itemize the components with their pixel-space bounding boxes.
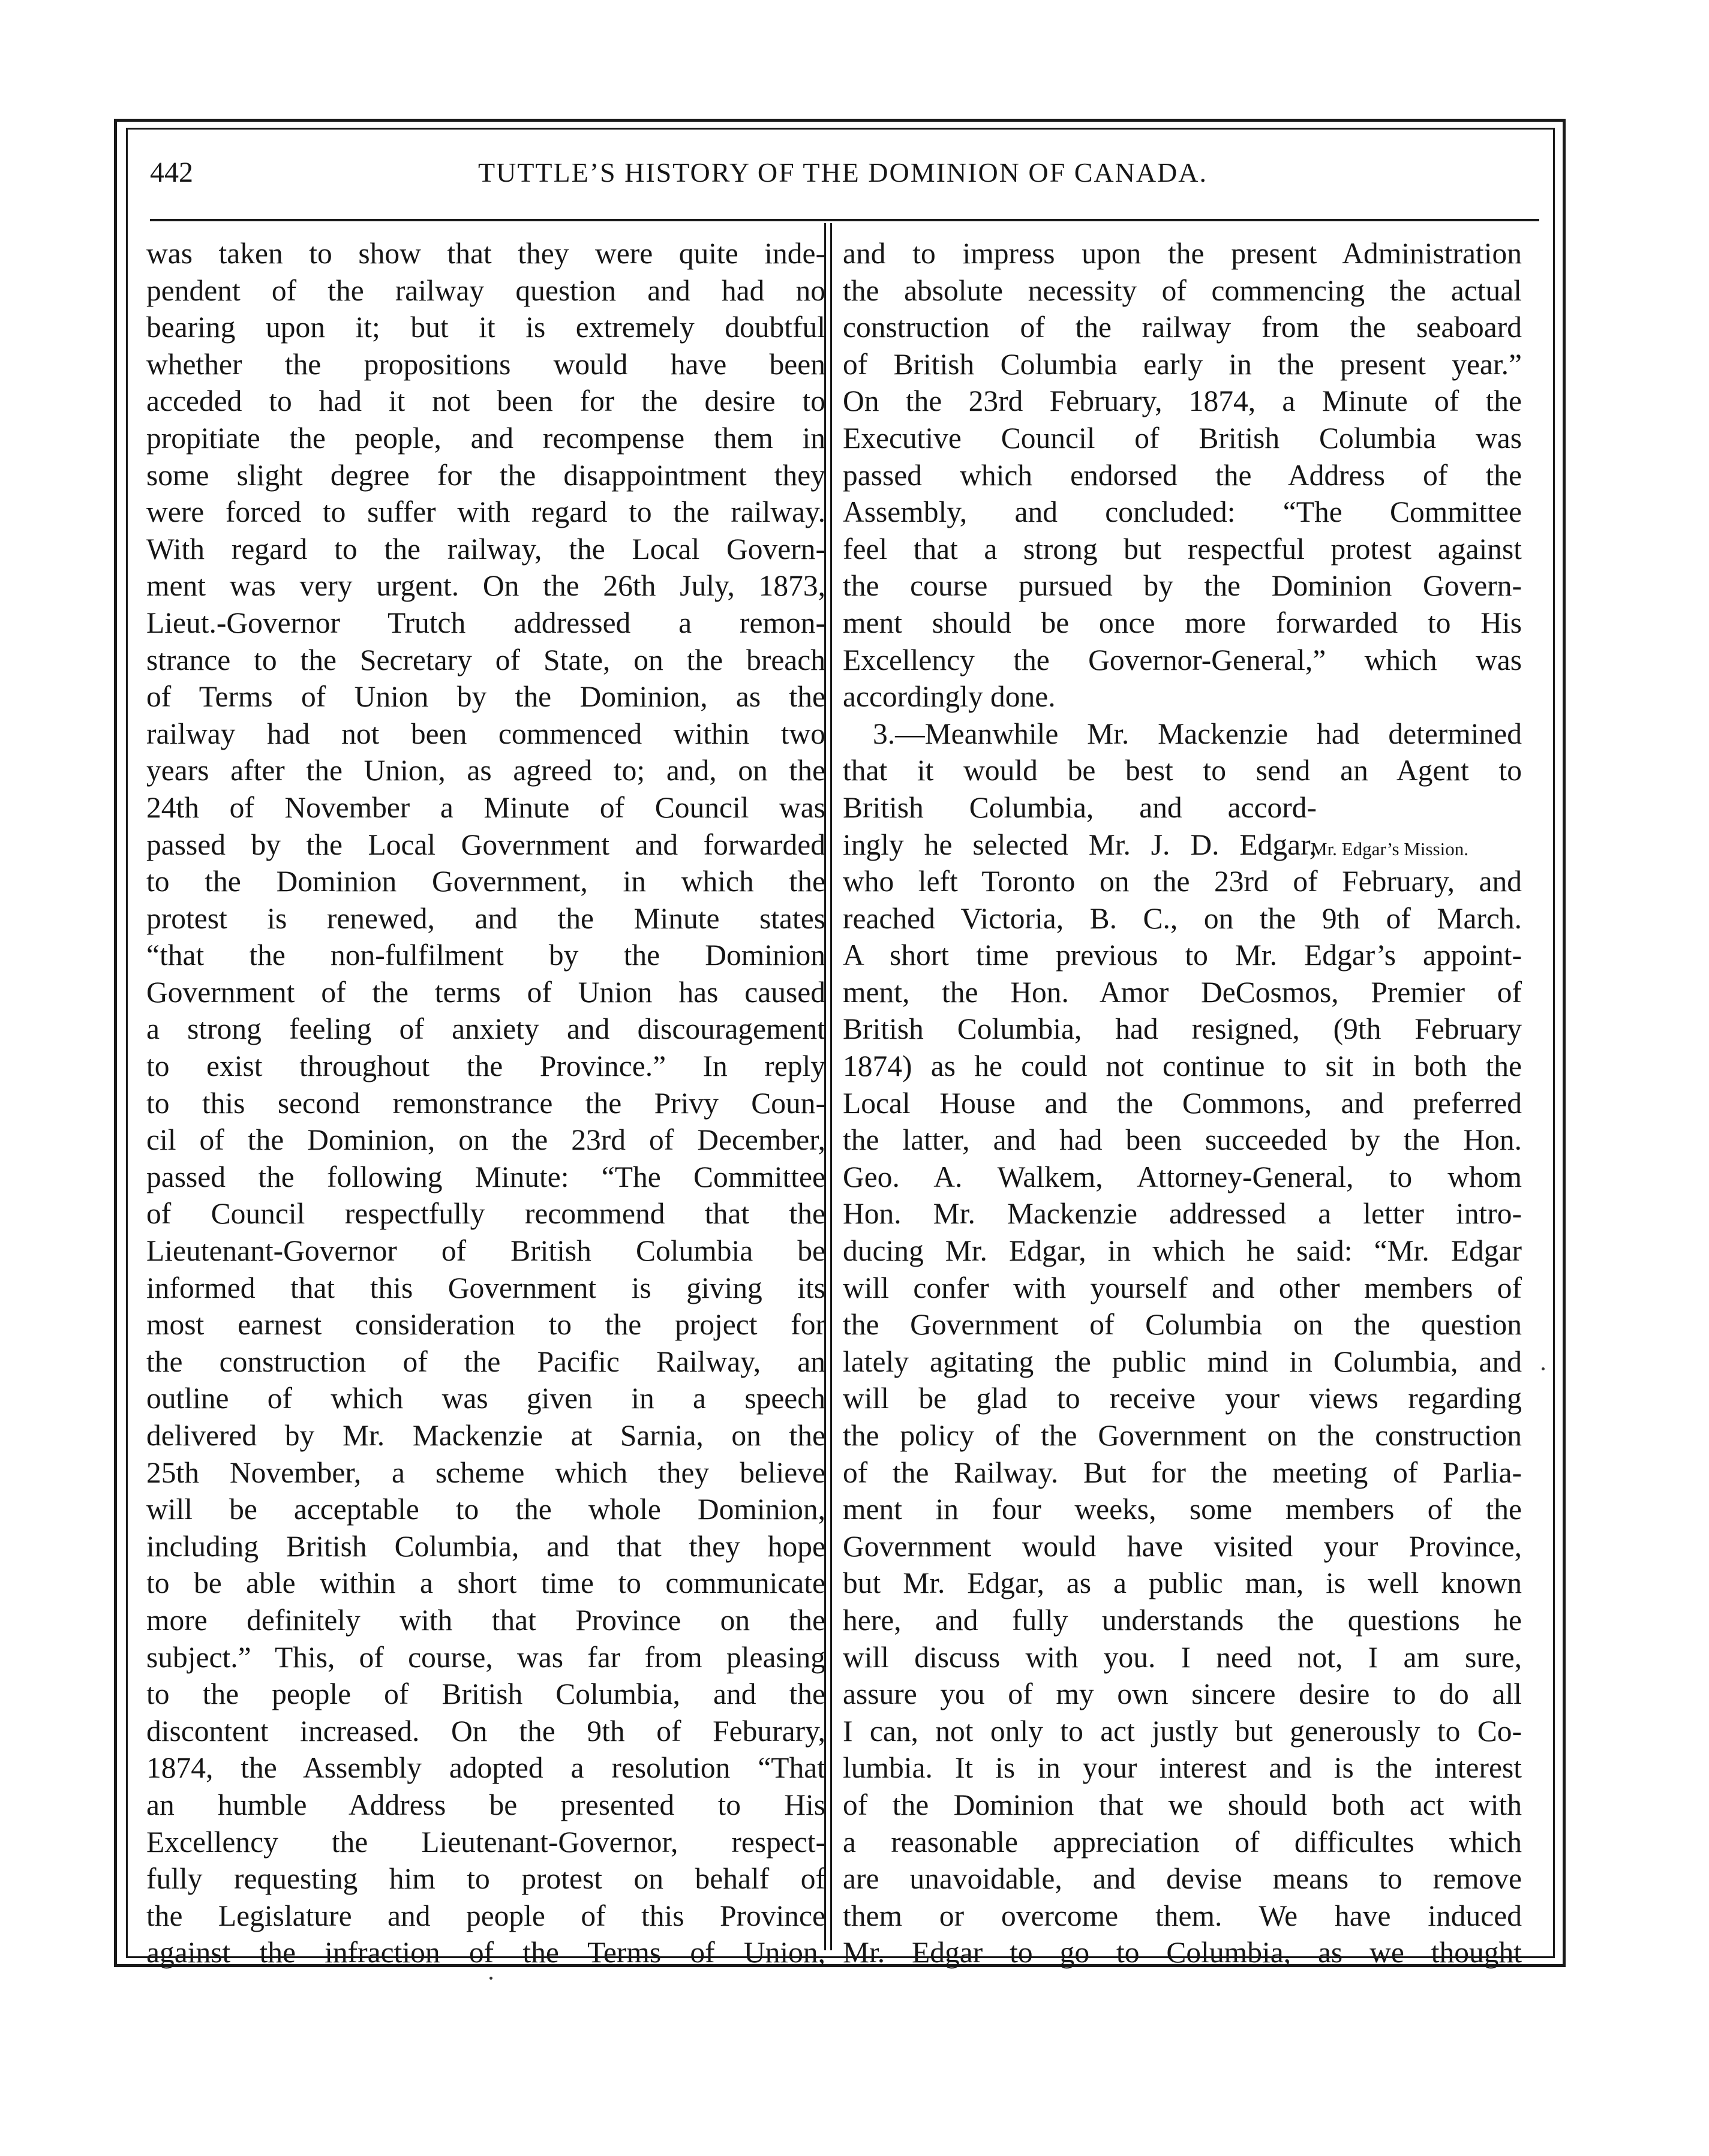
text-line: lumbia. It is in your interest and is the interest [843,1751,1522,1785]
text-line: 1874, the Assembly adopted a resolution “That [146,1751,825,1785]
page-number: 442 [150,157,193,188]
text-line: acceded to had it not been for the desire to [146,384,825,418]
text-line: of Council respectfully recommend that the [146,1197,825,1231]
text-line: Assembly, and concluded: “The Committee [843,495,1522,529]
text-line: more definitely with that Province on the [146,1603,825,1637]
text-line: cil of the Dominion, on the 23rd of December, [146,1123,825,1157]
text-line: subject.” This, of course, was far from pleasing [146,1640,825,1674]
text-line: and to impress upon the present Administration [843,237,1522,270]
text-line: the construction of the Pacific Railway, an [146,1345,825,1378]
text-line: who left Toronto on the 23rd of February, and [843,865,1522,898]
text-line: Executive Council of British Columbia was [843,421,1522,455]
text-line: informed that this Government is giving its [146,1271,825,1304]
text-line: Lieut.-Governor Trutch addressed a remon- [146,606,825,639]
text-line: the Government of Columbia on the question [843,1308,1522,1342]
left-column [146,235,825,1971]
text-line: With regard to the railway, the Local Govern- [146,532,825,566]
text-line: passed by the Local Government and forwarded [146,828,825,861]
text-line: pendent of the railway question and had no [146,273,825,307]
text-line: passed which endorsed the Address of the [843,458,1522,492]
text-line: that it would be best to send an Agent to [843,754,1522,787]
text-line: construction of the railway from the seaboard [843,311,1522,344]
text-line: British Columbia, and accord- [843,790,1317,824]
text-line: here, and fully understands the questions he [843,1603,1522,1637]
text-line: some slight degree for the disappointment they [146,458,825,492]
text-line: will confer with yourself and other members of [843,1271,1522,1304]
text-line: against the infraction of the Terms of Union, [146,1936,825,1969]
text-line: assure you of my own sincere desire to do all [843,1677,1522,1711]
text-line: the Legislature and people of this Province [146,1899,825,1932]
text-line: railway had not been commenced within two [146,717,825,750]
text-line: lately agitating the public mind in Columbia, and [843,1345,1522,1378]
text-line: to exist throughout the Province.” In reply [146,1050,825,1083]
text-line: the course pursued by the Dominion Govern- [843,569,1522,603]
text-line: Government of the terms of Union has caused [146,975,825,1009]
text-line: to the people of British Columbia, and the [146,1677,825,1711]
text-line: them or overcome them. We have induced [843,1899,1522,1932]
text-line: the absolute necessity of commencing the actual [843,273,1522,307]
text-line: “that the non-fulfilment by the Dominion [146,939,825,972]
margin-sidenote: Mr. Edgar’s Mission. [1311,838,1468,859]
text-line: Excellency the Governor-General,” which was [843,643,1522,676]
text-line: passed the following Minute: “The Committee [146,1160,825,1193]
text-line: Hon. Mr. Mackenzie addressed a letter intro- [843,1197,1522,1231]
text-line: On the 23rd February, 1874, a Minute of the [843,384,1522,418]
text-line: of the Dominion that we should both act with [843,1788,1522,1821]
text-line: a strong feeling of anxiety and discouragement [146,1012,825,1046]
text-line: feel that a strong but respectful protest against [843,532,1522,566]
text-line: the latter, and had been succeeded by the Hon. [843,1123,1522,1157]
text-line: but Mr. Edgar, as a public man, is well known [843,1566,1522,1600]
text-line: Government would have visited your Province, [843,1529,1522,1563]
text-line: propitiate the people, and recompense them in [146,421,825,455]
text-line: Geo. A. Walkem, Attorney-General, to whom [843,1160,1522,1193]
text-line: 24th of November a Minute of Council was [146,790,825,824]
text-line: Excellency the Lieutenant-Governor, respect- [146,1825,825,1859]
text-line: an humble Address be presented to His [146,1788,825,1821]
text-line: 3.—Meanwhile Mr. Mackenzie had determined [873,717,1522,750]
text-line: was taken to show that they were quite inde- [146,237,825,270]
text-line: accordingly done. [843,680,1056,714]
text-line: of British Columbia early in the present year.” [843,347,1522,381]
text-line: will discuss with you. I need not, I am sure, [843,1640,1522,1674]
text-line: including British Columbia, and that they hope [146,1529,825,1563]
text-line: will be acceptable to the whole Dominion, [146,1493,825,1526]
text-line: ment should be once more forwarded to His [843,606,1522,639]
text-line: whether the propositions would have been [146,347,825,381]
text-line: ment, the Hon. Amor DeCosmos, Premier of [843,975,1522,1009]
text-line: the policy of the Government on the construction [843,1419,1522,1452]
text-line: most earnest consideration to the project for [146,1308,825,1342]
text-line: ingly he selected Mr. J. D. Edgar, [843,828,1317,861]
text-line: reached Victoria, B. C., on the 9th of March. [843,901,1522,935]
text-line: British Columbia, had resigned, (9th February [843,1012,1522,1046]
print-speck [489,1977,492,1980]
text-line: are unavoidable, and devise means to remove [843,1862,1522,1896]
text-line: fully requesting him to protest on behalf of [146,1862,825,1896]
text-line: ducing Mr. Edgar, in which he said: “Mr. Edgar [843,1234,1522,1268]
text-line: Mr. Edgar to go to Columbia, as we thought [843,1936,1522,1969]
header-rule [150,219,1539,221]
text-line: to the Dominion Government, in which the [146,865,825,898]
text-line: of Terms of Union by the Dominion, as the [146,680,825,714]
text-line: protest is renewed, and the Minute states [146,901,825,935]
text-line: outline of which was given in a speech [146,1382,825,1415]
text-line: a reasonable appreciation of difficultes which [843,1825,1522,1859]
right-column [843,235,1522,1971]
print-speck [1542,1367,1545,1370]
text-line: were forced to suffer with regard to the railway. [146,495,825,529]
text-line: ment in four weeks, some members of the [843,1493,1522,1526]
text-line: Local House and the Commons, and preferred [843,1086,1522,1120]
text-line: strance to the Secretary of State, on the breach [146,643,825,676]
text-line: delivered by Mr. Mackenzie at Sarnia, on the [146,1419,825,1452]
text-line: to this second remonstrance the Privy Coun- [146,1086,825,1120]
text-line: years after the Union, as agreed to; and, on the [146,754,825,787]
text-line: of the Railway. But for the meeting of Parlia- [843,1456,1522,1489]
text-line: Lieutenant-Governor of British Columbia be [146,1234,825,1268]
text-line: bearing upon it; but it is extremely doubtful [146,311,825,344]
running-header [150,150,1536,198]
text-line: I can, not only to act justly but generously to Co- [843,1714,1522,1748]
text-line: discontent increased. On the 9th of Feburary, [146,1714,825,1748]
text-line: A short time previous to Mr. Edgar’s appoint- [843,939,1522,972]
text-line: 25th November, a scheme which they believe [146,1456,825,1489]
text-line: 1874) as he could not continue to sit in both the [843,1050,1522,1083]
column-divider [830,223,832,1950]
text-line: ment was very urgent. On the 26th July, 1873, [146,569,825,603]
running-title: TUTTLE’S HISTORY OF THE DOMINION OF CANADA. [478,157,1208,188]
text-line: to be able within a short time to communicate [146,1566,825,1600]
text-line: will be glad to receive your views regarding [843,1382,1522,1415]
